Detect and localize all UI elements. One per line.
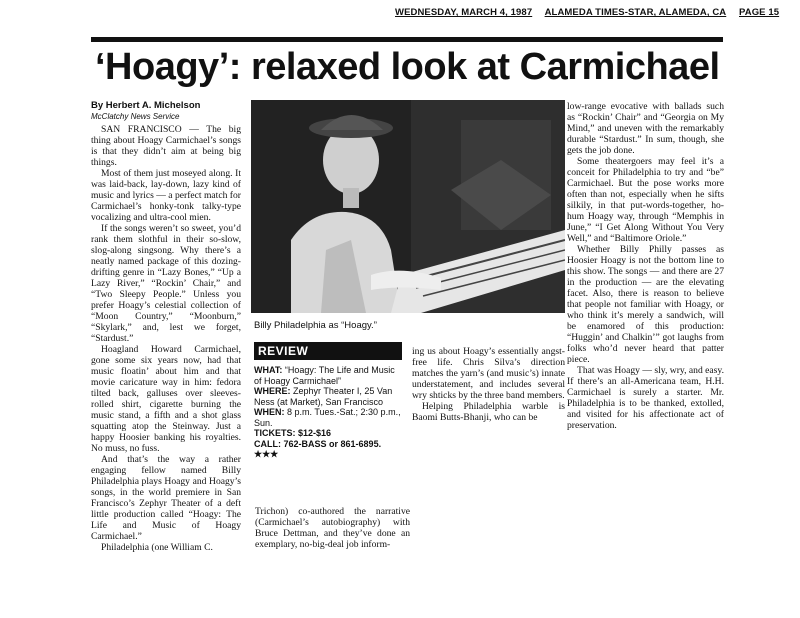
where-label: WHERE: bbox=[254, 386, 291, 396]
paragraph: low-range evocative with ballads such as “Rockin’ Chair” and “Georgia on My Mind,” and uneven with the remarkably durable “Stardust.” In sum, though, she gets the job done. bbox=[567, 101, 724, 156]
photo-caption: Billy Philadelphia as “Hoagy.” bbox=[254, 320, 377, 331]
article-column-3 bbox=[412, 346, 565, 423]
where-value: Zephyr Theater I, 25 Van Ness (at Market), San Francisco bbox=[254, 386, 393, 407]
review-title: REVIEW bbox=[254, 342, 402, 360]
article-column-2 bbox=[255, 506, 410, 550]
paragraph: Hoagland Howard Carmichael, gone some six years now, had that music floatin’ about him and that movie caricature way in him: fedora tilted back, galluses over sleeves-rolled shirt, cigarette burning the music stand, a fifth and a shot glass squatting atop the Steinway. Just a happy Hoosier banking his royalties. No muss, no fuss. bbox=[91, 344, 241, 454]
photo-illustration bbox=[251, 100, 565, 313]
paragraph: Helping Philadelphia warble is Baomi Butts-Bhanji, who can be bbox=[412, 401, 565, 423]
article-column-4 bbox=[567, 101, 724, 431]
paragraph: If the songs weren’t so sweet, you’d rank them slothful in their so-slow, slog-along singsong. Why there’s a neatly named package of this dozing-drifting genre in “Lazy Bones,” “Up a Lazy River,” “Rockin’ Chair,” and “Two Sleepy People.” Unless you prefer Hoagy’s celestial collection of “Moon Country,” “Moonburn,” “Skylark,” and, lest we forget, “Stardust.” bbox=[91, 223, 241, 344]
review-body bbox=[254, 365, 402, 460]
paragraph: Most of them just moseyed along. It was laid-back, lay-down, lazy kind of music and lyrics — a perfect match for Carmichael’s honky-tonk talky-type vocalizing and ultra-cool mien. bbox=[91, 168, 241, 223]
when-label: WHEN: bbox=[254, 407, 285, 417]
tickets-label: TICKETS: bbox=[254, 428, 296, 438]
when-value: 8 p.m. Tues.-Sat.; 2:30 p.m., Sun. bbox=[254, 407, 401, 428]
call-label: CALL: bbox=[254, 438, 281, 449]
headline-rule bbox=[91, 37, 723, 42]
paragraph: Trichon) co-authored the narrative (Carmichael’s autobiography) with Bruce Dettman, and they’ve done an exemplary, no-big-deal job inform- bbox=[255, 506, 410, 550]
tickets-value: $12-$16 bbox=[298, 428, 332, 438]
paragraph: Some theatergoers may feel it’s a conceit for Philadelphia to try and “be” Carmichael. But the pose works more often than not, especially when he sifts silkily, in that put-words-together, ho-hum Hoagy way, through “Memphis in June,” “I Get Along Without You Very Well,” and “Baltimore Oriole.” bbox=[567, 156, 724, 244]
headline: ‘Hoagy’: relaxed look at Carmichael bbox=[95, 46, 720, 88]
review-box bbox=[254, 342, 402, 460]
what-label: WHAT: bbox=[254, 365, 283, 375]
paragraph: That was Hoagy — sly, wry, and easy. If there’s an all-Americana team, H.H. Carmichael is surely a starter. Mr. Philadelphia is to be thanked, extolled, and visited for his affectionate act of preservation. bbox=[567, 365, 724, 431]
paragraph: ing us about Hoagy’s essentially angst-free life. Chris Silva’s direction matches the yarn’s (and music’s) innate understatement, and includes several wry shticks by the three band members. bbox=[412, 346, 565, 401]
byline: By Herbert A. Michelson bbox=[91, 100, 201, 111]
paragraph: SAN FRANCISCO — The big thing about Hoagy Carmichael’s songs is that they didn’t aim at being big things. bbox=[91, 124, 241, 168]
call-value: 762-BASS or 861-6895. bbox=[283, 438, 382, 449]
what-value: “Hoagy: The Life and Music of Hoagy Carmichael” bbox=[254, 365, 395, 386]
header-paper: ALAMEDA TIMES-STAR, ALAMEDA, CA bbox=[544, 7, 727, 18]
paragraph: And that’s the way a rather engaging fellow named Billy Philadelphia plays Hoagy and Hoagy’s songs, in the world premiere in San Francisco’s Zephyr Theater of a deft little production called “Hoagy: The Life and Music of Hoagy Carmichael.” bbox=[91, 454, 241, 542]
article-column-1 bbox=[91, 124, 241, 553]
page-header bbox=[395, 7, 779, 18]
star-rating: ★★★ bbox=[254, 449, 279, 459]
hoagy-photo bbox=[251, 100, 565, 313]
paragraph: Philadelphia (one William C. bbox=[101, 542, 213, 553]
header-date: WEDNESDAY, MARCH 4, 1987 bbox=[395, 7, 533, 18]
paragraph: Whether Billy Philly passes as Hoosier Hoagy is not the bottom line to this show. The songs — and there are 27 in the production — are the elevating facet. Also, there is reason to believe that people not familiar with Hoagy, or who think it’s merely a sandwich, will be enamored of this production: “Huggin’ and Chalkin’” got laughs from folks who’d never heard that patter piece. bbox=[567, 244, 724, 365]
news-service: McClatchy News Service bbox=[91, 112, 180, 121]
header-page: PAGE 15 bbox=[739, 7, 780, 18]
